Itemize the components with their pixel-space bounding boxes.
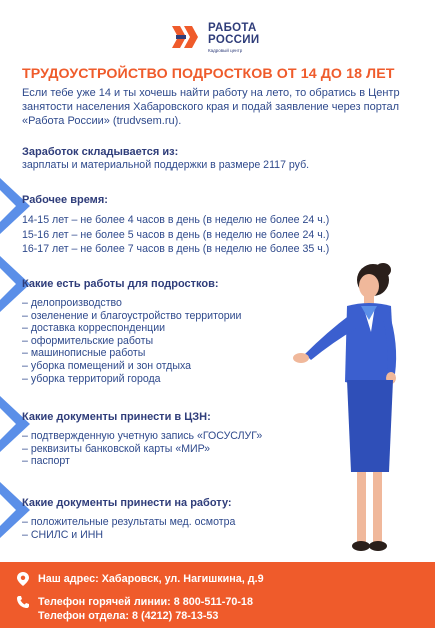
logo-arrows-icon — [170, 20, 204, 54]
list-item: – машинописные работы — [22, 347, 146, 360]
footer-address: Наш адрес: Хабаровск, ул. Нагишкина, д.9 — [38, 573, 264, 585]
logo-title-line2: РОССИИ — [208, 33, 260, 46]
footer-hotline: Телефон горячей линии: 8 800-511-70-18 — [38, 596, 253, 608]
list-item: 16-17 лет – не более 7 часов в день (в неделю не более 35 ч.) — [22, 243, 330, 255]
work-time-section — [22, 193, 329, 257]
work-time-title: Рабочее время: — [22, 194, 108, 206]
docs-czn-title: Какие документы принести в ЦЗН: — [22, 411, 211, 423]
list-item: – подтвержденную учетную запись «ГОСУСЛУГ» — [22, 430, 263, 442]
footer-department: Телефон отдела: 8 (4212) 78-13-53 — [38, 610, 219, 622]
list-item: – уборка помещений и зон отдыха — [22, 359, 192, 372]
list-item: – доставка корреспонденции — [22, 322, 166, 335]
salary-text: зарплаты и материальной поддержки в размере 2117 руб. — [22, 159, 310, 171]
list-item: 15-16 лет – не более 5 часов в день (в неделю не более 24 ч.) — [22, 228, 330, 241]
list-item: – положительные результаты мед. осмотра — [22, 516, 236, 528]
list-item: 14-15 лет – не более 4 часов в день (в неделю не более 24 ч.) — [22, 214, 330, 226]
phone-icon — [16, 595, 30, 609]
jobs-title: Какие есть работы для подростков: — [22, 278, 219, 290]
list-item: – уборка территорий города — [22, 372, 161, 385]
docs-work-title: Какие документы принести на работу: — [22, 497, 232, 509]
docs-work-section — [22, 496, 235, 541]
list-item: – оформительские работы — [22, 334, 154, 347]
jobs-section — [22, 277, 241, 385]
salary-section — [22, 145, 309, 172]
logo-subtitle: Кадровый центр — [208, 47, 243, 53]
footer — [0, 562, 435, 628]
list-item: – делопроизводство — [22, 297, 122, 309]
location-icon — [16, 572, 30, 586]
list-item: – паспорт — [22, 455, 70, 468]
list-item: – озеленение и благоустройство территории — [22, 309, 242, 322]
logo-title-line1: РАБОТА — [208, 21, 257, 34]
docs-czn-section — [22, 410, 262, 468]
page-title: ТРУДОУСТРОЙСТВО ПОДРОСТКОВ ОТ 14 ДО 18 ЛЕТ — [22, 66, 395, 82]
logo — [170, 20, 259, 54]
list-item: – реквизиты банковской карты «МИР» — [22, 442, 211, 455]
list-item: – СНИЛС и ИНН — [22, 528, 104, 541]
intro-paragraph: Если тебе уже 14 и ты хочешь найти работу на лето, то обратись в Центр занятости населения Хабаровского края и подай заявление через портал «Работа России» (trudvsem.ru). — [22, 87, 400, 127]
footer-hotline-row — [16, 595, 253, 609]
woman-illustration — [275, 262, 415, 562]
salary-title: Заработок складывается из: — [22, 146, 179, 158]
footer-address-row — [16, 572, 264, 586]
